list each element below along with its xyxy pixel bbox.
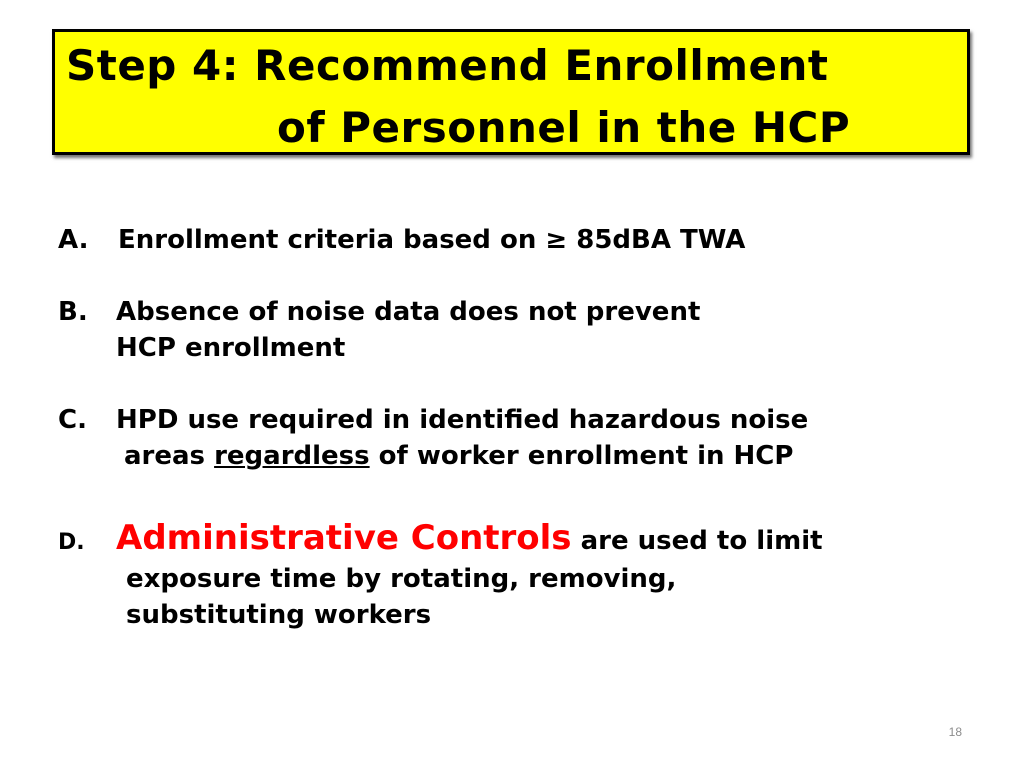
list-item-d-line-2: exposure time by rotating, removing, <box>126 564 677 594</box>
list-item-a-text: Enrollment criteria based on ≥ 85dBA TWA <box>118 225 746 255</box>
title-line-1: Step 4: Recommend Enrollment <box>66 41 829 90</box>
page-number: 18 <box>948 725 962 739</box>
title-box <box>52 29 970 155</box>
list-item-a <box>58 222 745 258</box>
list-marker-d: D. <box>58 530 85 555</box>
list-item-b-line-2: HCP enrollment <box>116 333 346 363</box>
list-item-c-line-2-post: of worker enrollment in HCP <box>369 441 794 471</box>
title-line-2: of Personnel in the HCP <box>277 103 851 152</box>
administrative-controls-highlight: Administrative Controls <box>116 518 572 558</box>
list-item-b <box>58 294 700 366</box>
regardless-emphasis: regardless <box>214 441 370 471</box>
list-item-d-line-1-rest: are used to limit <box>571 526 823 556</box>
list-item-c-line-2 <box>58 438 808 474</box>
list-marker-a: A. <box>58 225 89 255</box>
list-item-c-line-2-pre: areas <box>124 441 215 471</box>
list-item-c <box>58 402 808 474</box>
list-item-d <box>58 520 823 633</box>
list-marker-b: B. <box>58 297 88 327</box>
list-item-c-line-1: HPD use required in identified hazardous noise <box>116 405 809 435</box>
list-marker-c: C. <box>58 405 87 435</box>
list-item-b-line-1: Absence of noise data does not prevent <box>116 297 701 327</box>
list-item-d-line-3: substituting workers <box>126 600 432 630</box>
